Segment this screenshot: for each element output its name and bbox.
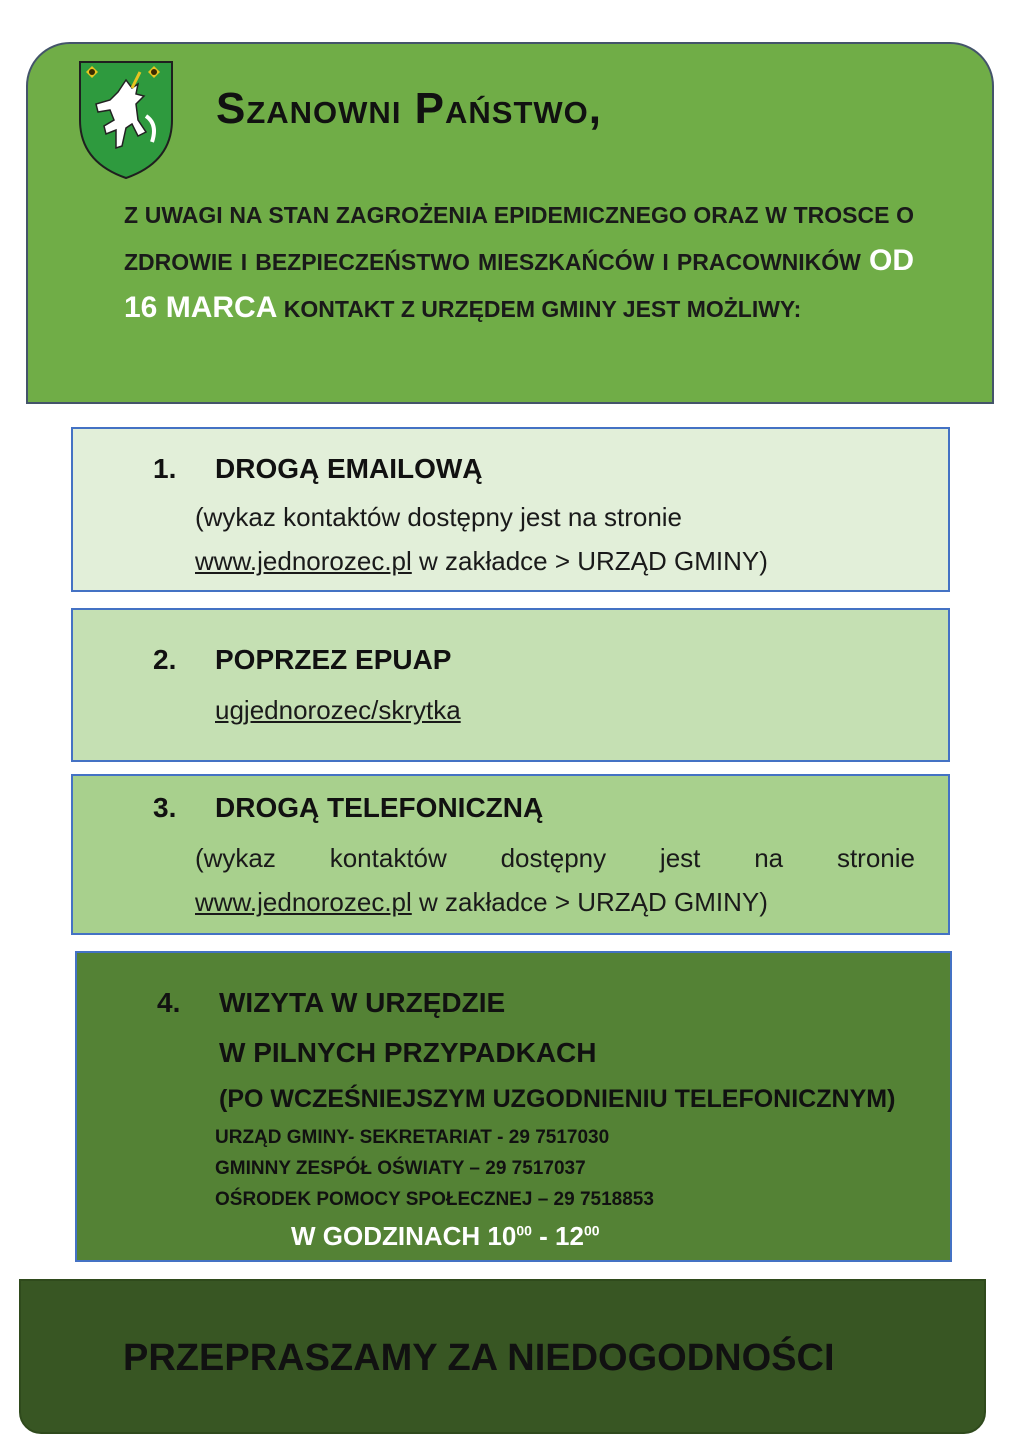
- option-number: 1.: [153, 453, 177, 484]
- option-note: (PO WCZEŚNIEJSZYM UZGODNIENIU TELEFONICZNYM): [219, 1085, 896, 1113]
- option-number: 3.: [153, 792, 177, 823]
- contact-option-phone: [71, 774, 950, 935]
- hours-start: W GODZINACH 10: [291, 1221, 517, 1251]
- website-link[interactable]: www.jednorozec.pl: [195, 887, 412, 917]
- contact-education: GMINNY ZESPÓŁ OŚWIATY – 29 7517037: [215, 1158, 586, 1179]
- hours-end: - 12: [531, 1221, 584, 1251]
- epuap-link[interactable]: ugjednorozec/skrytka: [215, 695, 461, 725]
- option-number: 4.: [157, 987, 181, 1018]
- description-tail: w zakładce > URZĄD GMINY): [411, 887, 768, 917]
- description-line: (wykaz kontaktów dostępny jest na stronie: [195, 843, 915, 873]
- hours-start-minutes: 00: [516, 1222, 532, 1239]
- website-link[interactable]: www.jednorozec.pl: [195, 546, 412, 576]
- header-panel: [26, 42, 994, 404]
- office-hours: [291, 1221, 600, 1252]
- intro-text-start: Z UWAGI NA STAN ZAGROŻENIA EPIDEMICZNEGO ORAZ W TROSCE O ZDROWIE I BEZPIECZEŃSTWO MIESZKAŃCÓW I PRACOWNIKÓW: [124, 202, 914, 275]
- option-title: DROGĄ EMAILOWĄ: [215, 453, 483, 484]
- greeting-heading: Szanowni Państwo,: [216, 84, 602, 133]
- intro-text: [124, 192, 914, 332]
- intro-text-end: KONTAKT Z URZĘDEM GMINY JEST MOŻLIWY:: [277, 296, 802, 322]
- footer-panel: [19, 1279, 986, 1434]
- option-number: 2.: [153, 644, 177, 675]
- description-line: [195, 880, 915, 924]
- contact-option-email: [71, 427, 950, 592]
- date-highlight: OD 16 MARCA: [124, 244, 914, 324]
- description-line: [195, 539, 915, 583]
- option-title: DROGĄ TELEFONICZNĄ: [215, 792, 544, 823]
- hours-end-minutes: 00: [583, 1222, 600, 1239]
- option-description: [195, 836, 915, 924]
- description-tail: w zakładce > URZĄD GMINY): [411, 546, 768, 576]
- description-line: (wykaz kontaktów dostępny jest na stronie: [195, 502, 683, 532]
- contact-secretariat: URZĄD GMINY- SEKRETARIAT - 29 7517030: [215, 1127, 610, 1148]
- option-subtitle: W PILNYCH PRZYPADKACH: [219, 1037, 597, 1068]
- option-title: WIZYTA W URZĘDZIE: [219, 987, 506, 1018]
- option-description: [195, 495, 915, 583]
- apology-text: PRZEPRASZAMY ZA NIEDOGODNOŚCI: [123, 1337, 835, 1379]
- contact-option-visit: [75, 951, 952, 1262]
- unicorn-crest-icon: [76, 58, 176, 182]
- contact-social-help: OŚRODEK POMOCY SPOŁECZNEJ – 29 7518853: [215, 1189, 654, 1210]
- contact-option-epuap: [71, 608, 950, 762]
- option-title: POPRZEZ EPUAP: [215, 644, 452, 675]
